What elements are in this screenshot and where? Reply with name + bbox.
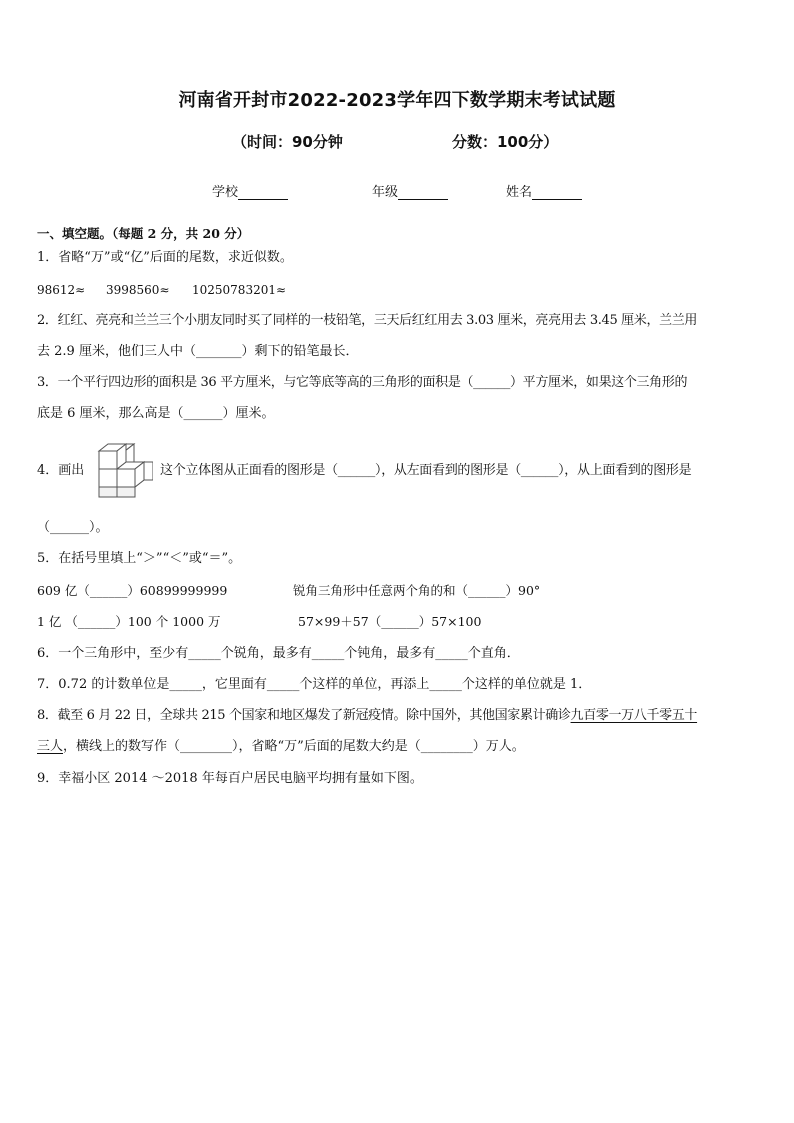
question-5-item-d: 57×99＋57（______）57×100 [298,614,482,629]
question-5-item-b: 锐角三角形中任意两个角的和（______）90° [293,583,541,598]
grade-field[interactable] [372,181,448,200]
time-label: （时间：90分钟 [232,133,343,151]
section-heading: 一、填空题。（每题 2 分，共 20 分） [37,226,250,241]
score-label: 分数：100分） [452,133,559,151]
question-5: 5．在括号里填上“＞”“＜”或“＝”。 [37,551,242,566]
question-7: 7．0.72 的计数单位是_____，它里面有_____个这样的单位，再添上_____个这样的单位就是 1． [37,677,592,692]
question-6: 6．一个三角形中，至少有_____个锐角，最多有_____个钝角，最多有_____个直角． [37,646,520,661]
question-1-item-b: 3998560≈ [106,283,170,297]
cube-stack-figure [97,441,153,499]
school-field[interactable] [212,181,288,200]
name-blank[interactable] [532,185,582,200]
question-5-item-c: 1 亿 （______）100 个 1000 万 [37,614,221,629]
question-2-line-2: 去 2.9 厘米，他们三人中（_______）剩下的铅笔最长． [37,344,359,359]
question-4-line-2: （______）。 [37,520,109,535]
question-1-item-a: 98612≈ [37,283,86,297]
question-8-text: 8．截至 6 月 22 日，全球共 215 个国家和地区爆发了新冠疫情。除中国外，其他国家累计确诊 [37,708,571,723]
question-1-item-c: 10250783201≈ [192,283,287,297]
exam-title: 河南省开封市2022-2023学年四下数学期末考试试题 [178,90,616,111]
question-5-item-a: 609 亿（______）60899999999 [37,583,228,598]
question-4-text: 这个立体图从正面看的图形是（______），从左面看到的图形是（______），从上面看到的图形是 [160,463,692,478]
question-3-line-1: 3．一个平行四边形的面积是 36 平方厘米，与它等底等高的三角形的面积是（______）平方厘米，如果这个三角形的 [37,375,688,390]
question-8-line-1 [37,706,697,726]
grade-blank[interactable] [398,185,448,200]
school-label: 学校 [212,185,239,200]
name-field[interactable] [506,181,582,200]
question-9: 9．幸福小区 2014 ～2018 年每百户居民电脑平均拥有量如下图。 [37,771,423,786]
question-8-underlined-number: 九百零一万八千零五十 [570,708,698,723]
question-4-prefix: 4．画出 [37,463,85,478]
name-label: 姓名 [506,185,533,200]
grade-label: 年级 [372,185,399,200]
question-1: 1．省略“万”或“亿”后面的尾数，求近似数。 [37,250,293,265]
school-blank[interactable] [238,185,288,200]
question-8-text-2: ，横线上的数写作（________），省略“万”后面的尾数大约是（________）万人。 [63,739,525,754]
question-8-line-2 [37,737,525,757]
question-8-underlined-end: 三人 [37,739,64,754]
question-2-line-1: 2．红红、亮亮和兰兰三个小朋友同时买了同样的一枝铅笔，三天后红红用去 3.03 厘米，亮亮用去 3.45 厘米，兰兰用 [37,313,698,328]
question-3-line-2: 底是 6 厘米，那么高是（______）厘米。 [37,406,275,421]
